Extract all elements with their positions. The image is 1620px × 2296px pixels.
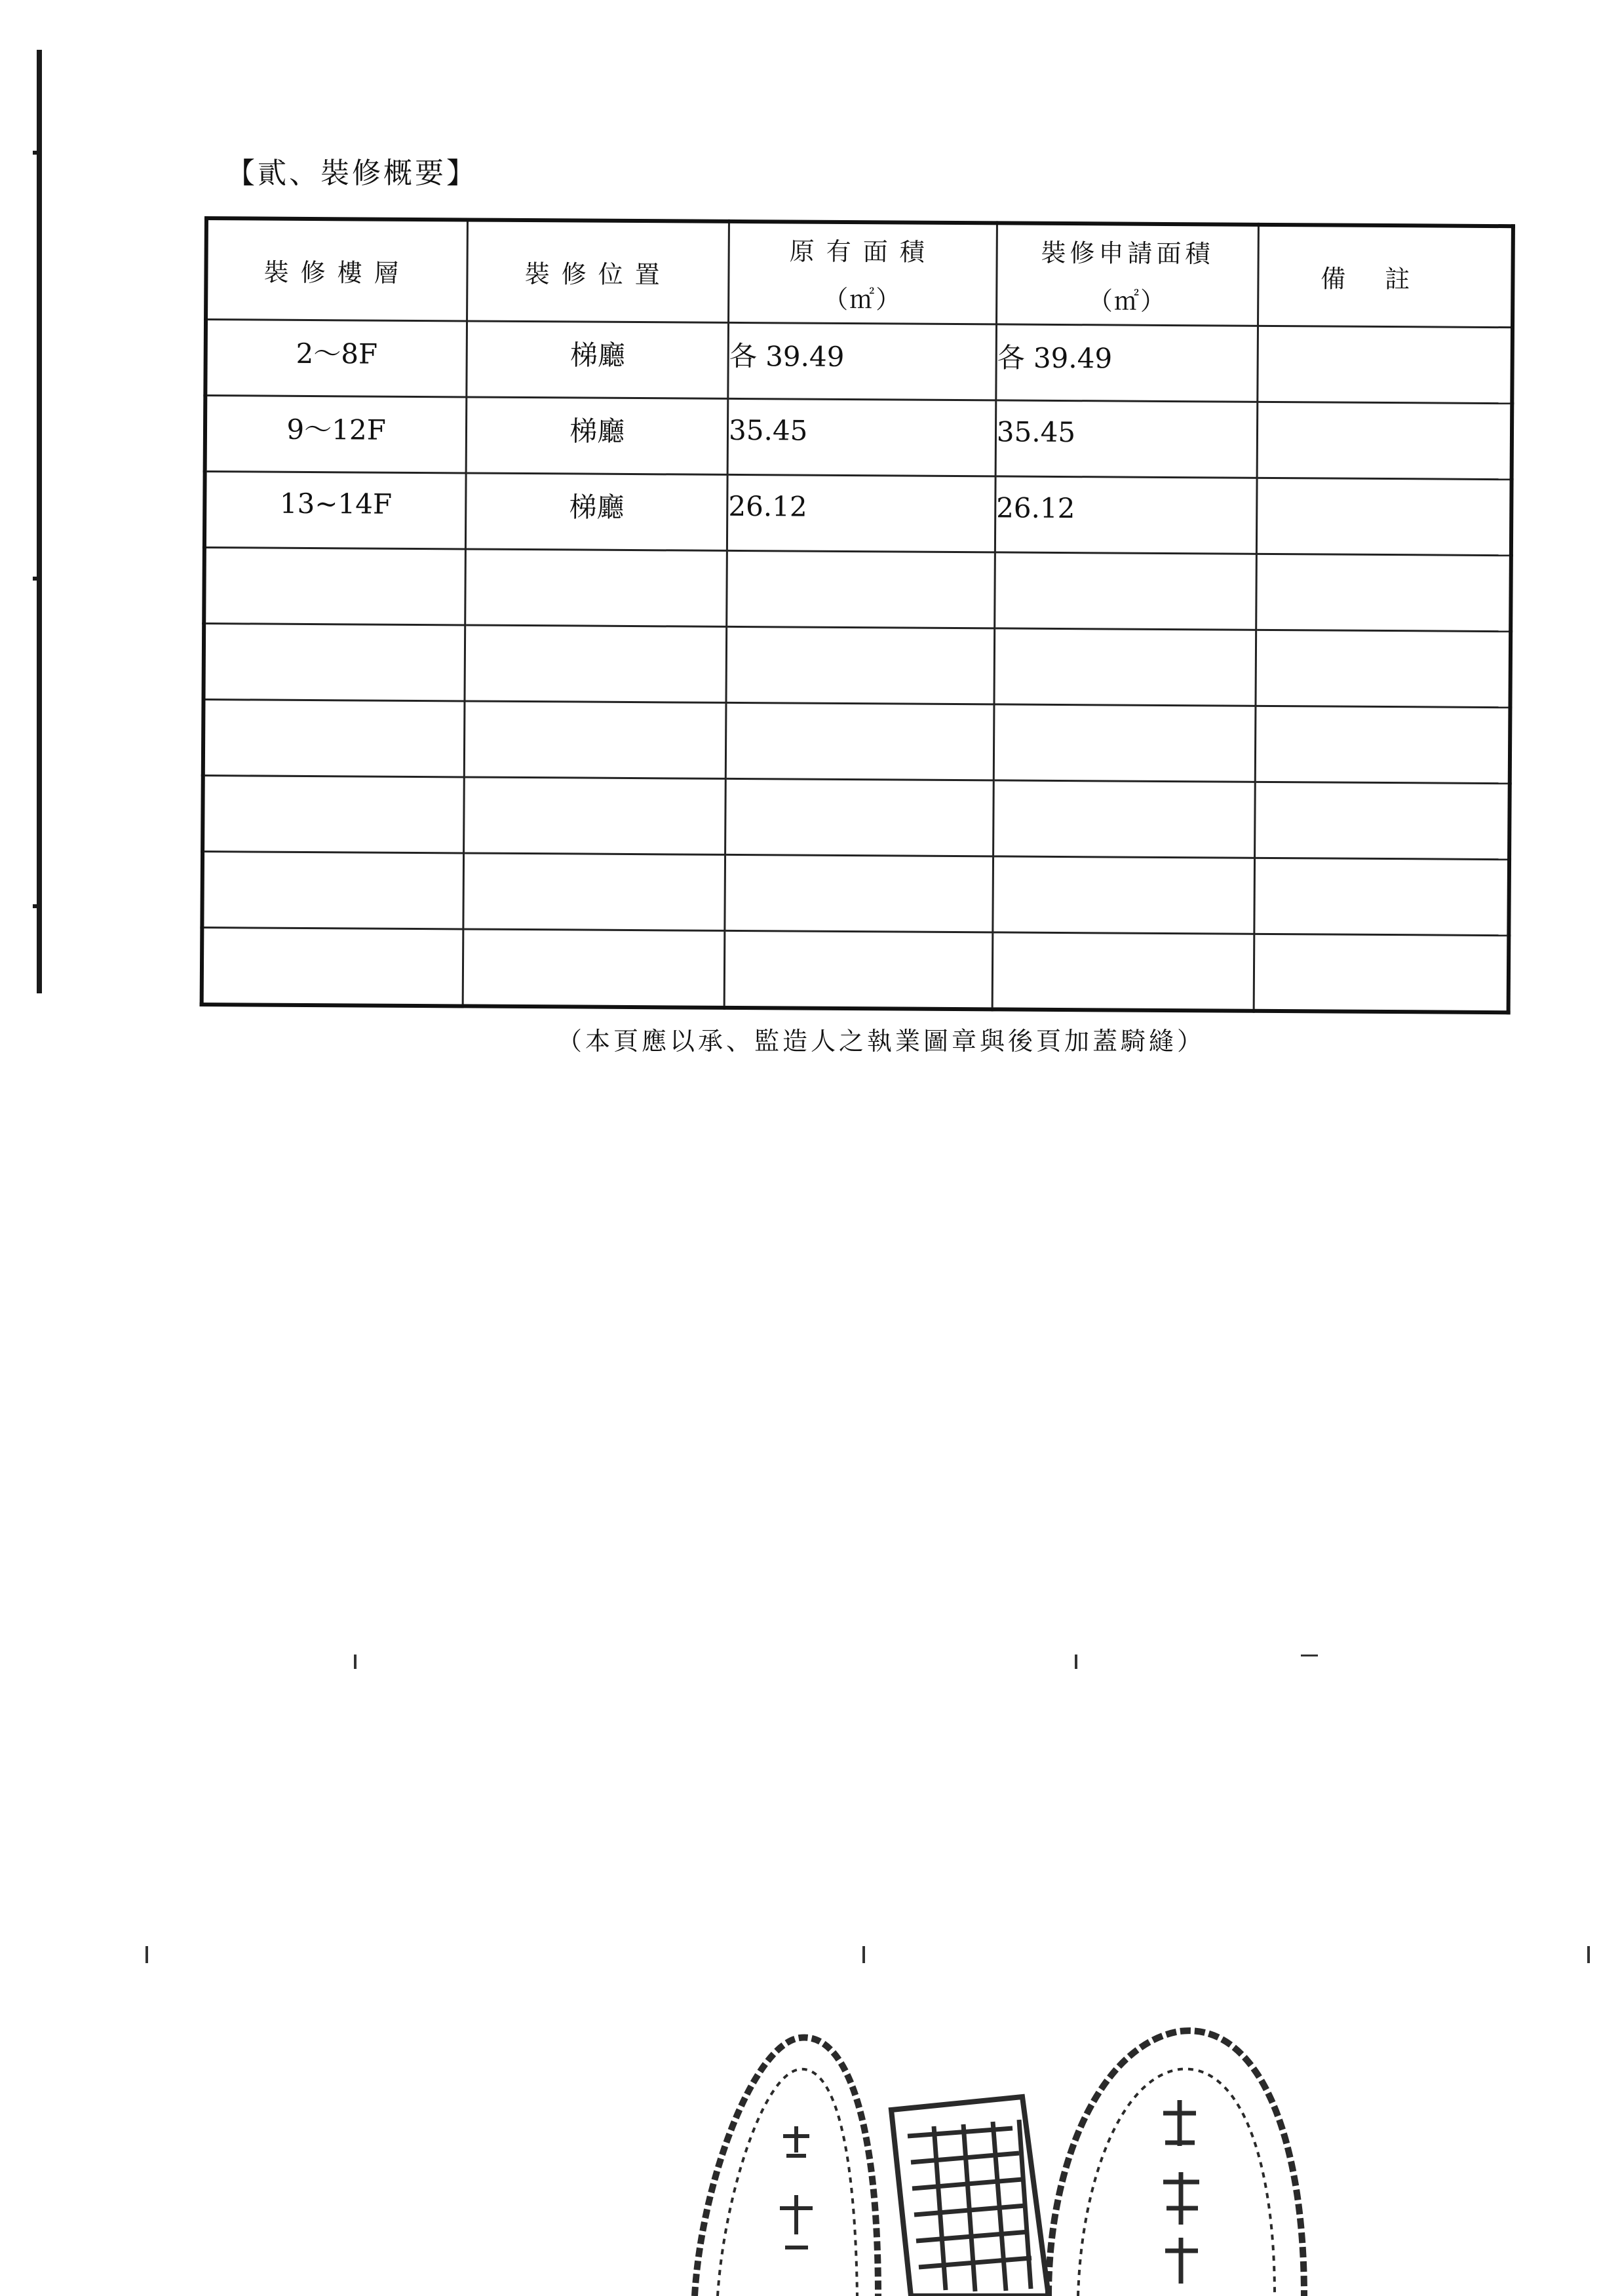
table-row bbox=[202, 852, 1509, 936]
cell-original-area: 35.45 bbox=[727, 398, 995, 476]
scan-speck bbox=[145, 1946, 148, 1963]
scan-edge-bar bbox=[37, 50, 42, 993]
section-title: 【貳、裝修概要】 bbox=[226, 157, 478, 190]
table-row bbox=[202, 927, 1509, 1012]
cell-floor: 9～12F bbox=[205, 396, 467, 473]
cell-applied-area: 26.12 bbox=[995, 476, 1256, 554]
cell-remarks bbox=[1256, 630, 1511, 707]
cell-original-area bbox=[725, 778, 993, 856]
cell-remarks bbox=[1256, 554, 1511, 631]
cell-floor: 2～8F bbox=[205, 320, 467, 397]
scan-edge-tick bbox=[33, 904, 42, 908]
cell-remarks bbox=[1254, 782, 1510, 859]
cell-original-area bbox=[726, 626, 994, 704]
cell-floor bbox=[202, 776, 464, 853]
cell-applied-area bbox=[993, 704, 1255, 782]
cell-remarks bbox=[1257, 402, 1513, 479]
cell-applied-area bbox=[995, 552, 1256, 630]
cell-floor bbox=[203, 624, 465, 701]
table-row bbox=[204, 548, 1511, 632]
scan-speck bbox=[1075, 1655, 1077, 1669]
table-row bbox=[202, 776, 1510, 860]
scan-speck bbox=[354, 1655, 357, 1669]
cell-applied-area bbox=[993, 856, 1254, 934]
cell-floor bbox=[202, 927, 464, 1006]
cell-location: 梯廳 bbox=[466, 473, 727, 550]
cell-applied-area: 各 39.49 bbox=[996, 324, 1258, 402]
header-location: 裝修位置 bbox=[467, 220, 729, 322]
header-applied-area-unit: （㎡） bbox=[1087, 286, 1167, 316]
cell-remarks bbox=[1257, 326, 1513, 403]
cell-location: 梯廳 bbox=[466, 397, 727, 474]
cell-location bbox=[465, 701, 726, 778]
oval-seal-left bbox=[695, 2037, 878, 2296]
table-row bbox=[204, 472, 1512, 556]
cell-remarks bbox=[1254, 934, 1509, 1012]
seam-stamp-footnote: （本頁應以承、監造人之執業圖章與後頁加蓋騎縫） bbox=[557, 1027, 1206, 1056]
cell-applied-area: 35.45 bbox=[995, 400, 1257, 478]
scan-speck bbox=[1301, 1655, 1318, 1656]
cell-remarks bbox=[1256, 478, 1512, 555]
scan-speck bbox=[1587, 1946, 1590, 1963]
header-original-area-unit: （㎡） bbox=[823, 284, 902, 315]
header-original-area: 原有面積 （㎡） bbox=[729, 221, 997, 324]
cell-location bbox=[465, 625, 726, 702]
cell-applied-area bbox=[994, 628, 1256, 706]
cell-location bbox=[463, 853, 725, 930]
cell-original-area bbox=[724, 930, 992, 1009]
cell-location bbox=[465, 549, 727, 626]
cell-location bbox=[463, 929, 725, 1008]
cell-applied-area bbox=[992, 932, 1254, 1011]
cell-floor bbox=[203, 700, 465, 777]
seal-glyphs bbox=[780, 2126, 813, 2248]
table-header-row bbox=[206, 218, 1513, 328]
cell-location bbox=[464, 777, 725, 854]
cell-remarks bbox=[1254, 858, 1509, 935]
cell-original-area bbox=[727, 550, 995, 628]
header-remarks: 備註 bbox=[1258, 225, 1513, 328]
square-seal bbox=[891, 2097, 1049, 2296]
table-row bbox=[205, 320, 1513, 404]
scan-edge-tick bbox=[33, 151, 42, 155]
table-row bbox=[203, 624, 1511, 708]
oval-seal-right bbox=[1049, 2031, 1304, 2296]
header-floor: 裝修樓層 bbox=[206, 218, 468, 321]
cell-original-area bbox=[725, 702, 993, 780]
scan-edge-tick bbox=[33, 577, 42, 581]
cell-floor bbox=[202, 852, 463, 929]
renovation-summary-table-wrapper bbox=[200, 216, 1515, 997]
cell-floor: 13~14F bbox=[204, 472, 466, 549]
cell-original-area: 各 39.49 bbox=[728, 322, 996, 400]
cell-original-area bbox=[725, 854, 993, 932]
cell-floor bbox=[204, 548, 465, 625]
renovation-summary-table bbox=[200, 216, 1515, 1014]
table-row bbox=[205, 396, 1513, 480]
cell-location: 梯廳 bbox=[467, 321, 728, 398]
seal-glyphs bbox=[1163, 2100, 1199, 2284]
cell-original-area: 26.12 bbox=[727, 474, 995, 552]
header-applied-area: 裝修申請面積 （㎡） bbox=[996, 223, 1258, 326]
cell-applied-area bbox=[993, 780, 1254, 858]
cell-remarks bbox=[1255, 706, 1511, 783]
table-row bbox=[203, 700, 1511, 784]
scan-speck bbox=[862, 1946, 865, 1963]
official-seals bbox=[682, 1985, 1311, 2296]
